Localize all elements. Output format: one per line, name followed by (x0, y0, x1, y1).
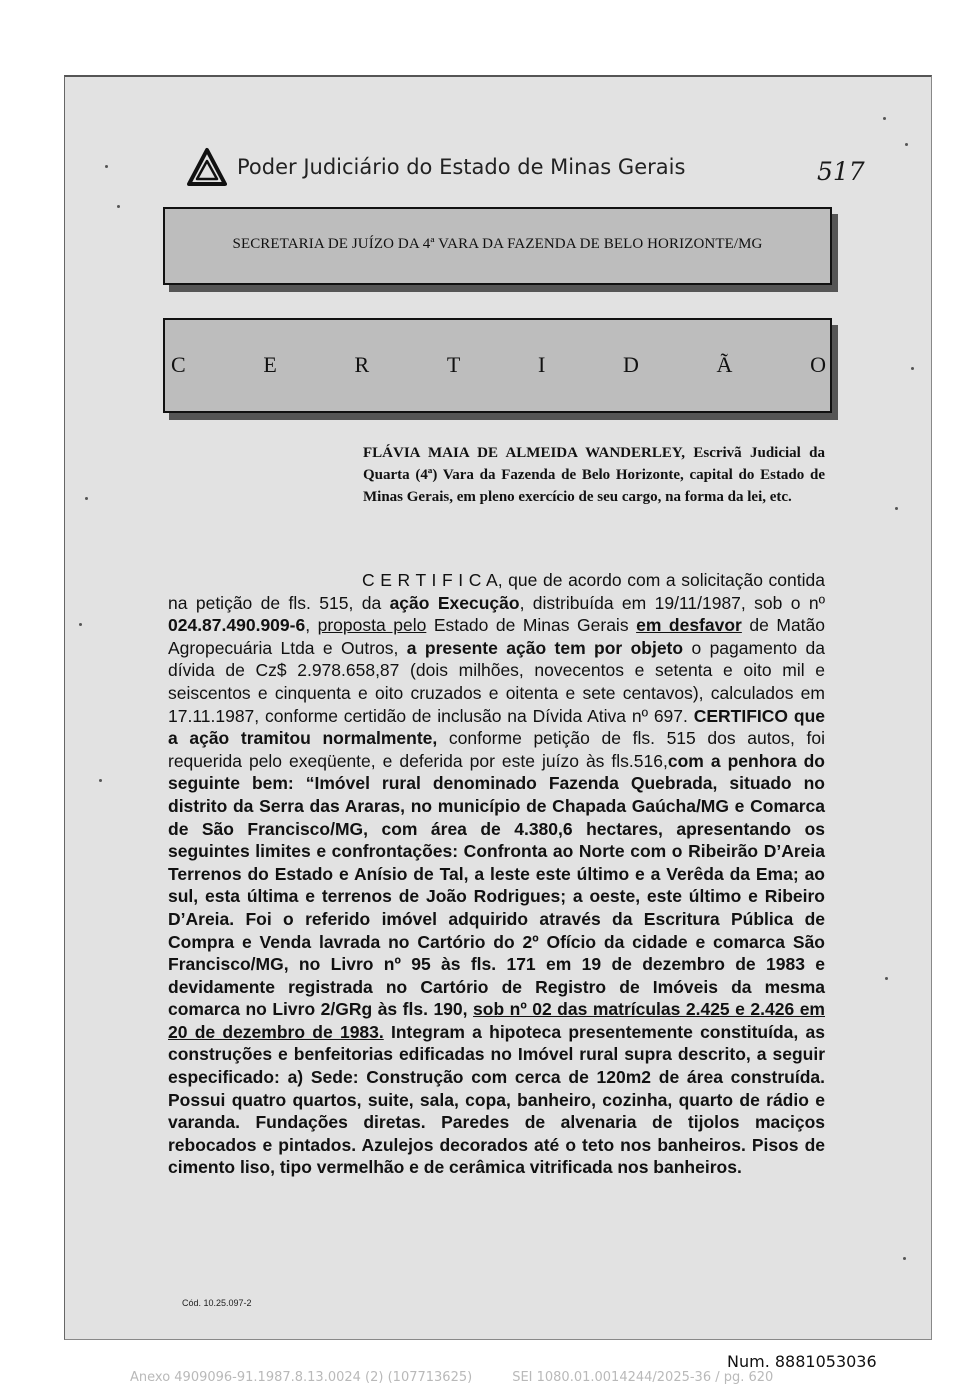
sei-reference: SEI 1080.01.0014244/2025-36 / pg. 620 (512, 1370, 774, 1385)
body-text-segment: o pagamento da dívida de Cz$ 2.978.658,87 (dois milhões, novecentos e setenta e oito mil e seiscentos e cinquenta e oito cruzados e oitenta e sete centavos), calculados em 17.11.1987, conforme certidão de inclusão na Dívida Ativa nº 697. (168, 637, 825, 726)
certidao-letter: C (171, 352, 186, 377)
annex-reference: Anexo 4909096-91.1987.8.13.0024 (2) (107713625) (130, 1370, 473, 1385)
body-text-segment: C E R T I F I C A, que de acordo com a solicitação contida na petição de fls. 515, da (168, 570, 825, 613)
certidao-letter: D (622, 352, 639, 377)
certidao-letter: E (263, 352, 277, 377)
judiciary-logo-icon (187, 147, 227, 187)
scanned-page (64, 75, 932, 1340)
body-text-segment: de Matão Agropecuária Ltda e Outros, (168, 615, 825, 658)
body-bold-segment: ação Execução (389, 592, 520, 613)
body-text-segment: Estado de Minas Gerais (426, 615, 637, 636)
body-bold-segment: CERTIFICO que a ação tramitou normalmente, (168, 705, 825, 749)
body-underlined-segment: proposta pelo (317, 615, 427, 636)
certidao-letter: O (810, 352, 826, 377)
form-code: Cód. 10.25.097-2 (182, 1298, 252, 1308)
certidao-letter: Ã (716, 352, 733, 377)
certidao-letter: I (537, 352, 546, 377)
body-text-segment: , (305, 615, 318, 636)
secretaria-title: SECRETARIA DE JUÍZO DA 4ª VARA DA FAZENDA DE BELO HORIZONTE/MG (232, 236, 763, 252)
footer-line (130, 1370, 773, 1385)
body-underlined-segment: em desfavor (636, 615, 742, 636)
document-number-stamp: Num. 8881053036 (727, 1352, 877, 1371)
certificate-body (168, 569, 825, 1179)
improvements-description: Integram a hipoteca presentemente constituída, as construções e benfeitorias edificadas no Imóvel rural supra descrito, a seguir especificado: a) Sede: Construção com cerca de 120m2 de área construída. Possui quatro quartos, suite, sala, copa, banheiro, cozinha, quarto de rádio e varanda. Fundações diretas. Paredes de alvenaria de tijolos maciços rebocados e pintados. Azulejos decorados até o teto nos banheiros. Pisos de cimento liso, tipo vermelhão e de cerâmica vitrificada nos banheiros. (168, 1021, 825, 1178)
body-text-segment: , distribuída em 19/11/1987, sob o nº (519, 592, 826, 613)
certidao-letter: T (446, 352, 461, 377)
handwritten-page-number: 517 (817, 157, 865, 186)
clerk-introduction: FLÁVIA MAIA DE ALMEIDA WANDERLEY, Escrivã Judicial da Quarta (4ª) Vara da Fazenda de Belo Horizonte, capital do Estado de Minas Gerais, em pleno exercício de seu cargo, na forma da lei, etc. (363, 445, 825, 505)
certidao-title (171, 352, 826, 378)
certidao-letter: R (354, 352, 370, 377)
secretaria-box (163, 207, 832, 285)
property-description: com a penhora do seguinte bem: “Imóvel rural denominado Fazenda Quebrada, situado no distrito da Serra das Araras, no município de Chapada Gaúcha/MG e Comarca de São Francisco/MG, com área de 4.380,6 hectares, apresentando os seguintes limites e confrontações: Confronta ao Norte com o Ribeirão D’Areia Terrenos do Estado e Anísio de Tal, a leste este último e a Verêda da Ema; ao sul, esta última e terrenos de João Rodrigues; a oeste, este último e Ribeiro D’Areia. Foi o referido imóvel adquirido através da Escritura Pública de Compra e Venda lavrada no Cartório do 2º Ofício da cidade e comarca São Francisco/MG, no Livro nº 95 às fls. 171 em 19 de dezembro de 1983 e devidamente registrada no Cartório de Registro de Imóveis da mesma comarca no Livro 2/GRg às fls. 190, (168, 750, 825, 1020)
body-bold-segment: a presente ação tem por objeto (406, 637, 684, 658)
registration-reference: sob nº 02 das matrículas 2.425 e 2.426 em 20 de dezembro de 1983. (168, 999, 825, 1042)
body-text-segment: conforme petição de fls. 515 dos autos, foi requerida pelo exeqüente, e deferida por este juízo às fls.516, (168, 728, 826, 771)
court-header (187, 143, 685, 191)
court-name: Poder Judiciário do Estado de Minas Gerais (237, 155, 686, 179)
certidao-box (163, 318, 832, 413)
process-number: 024.87.490.909-6 (168, 615, 306, 636)
